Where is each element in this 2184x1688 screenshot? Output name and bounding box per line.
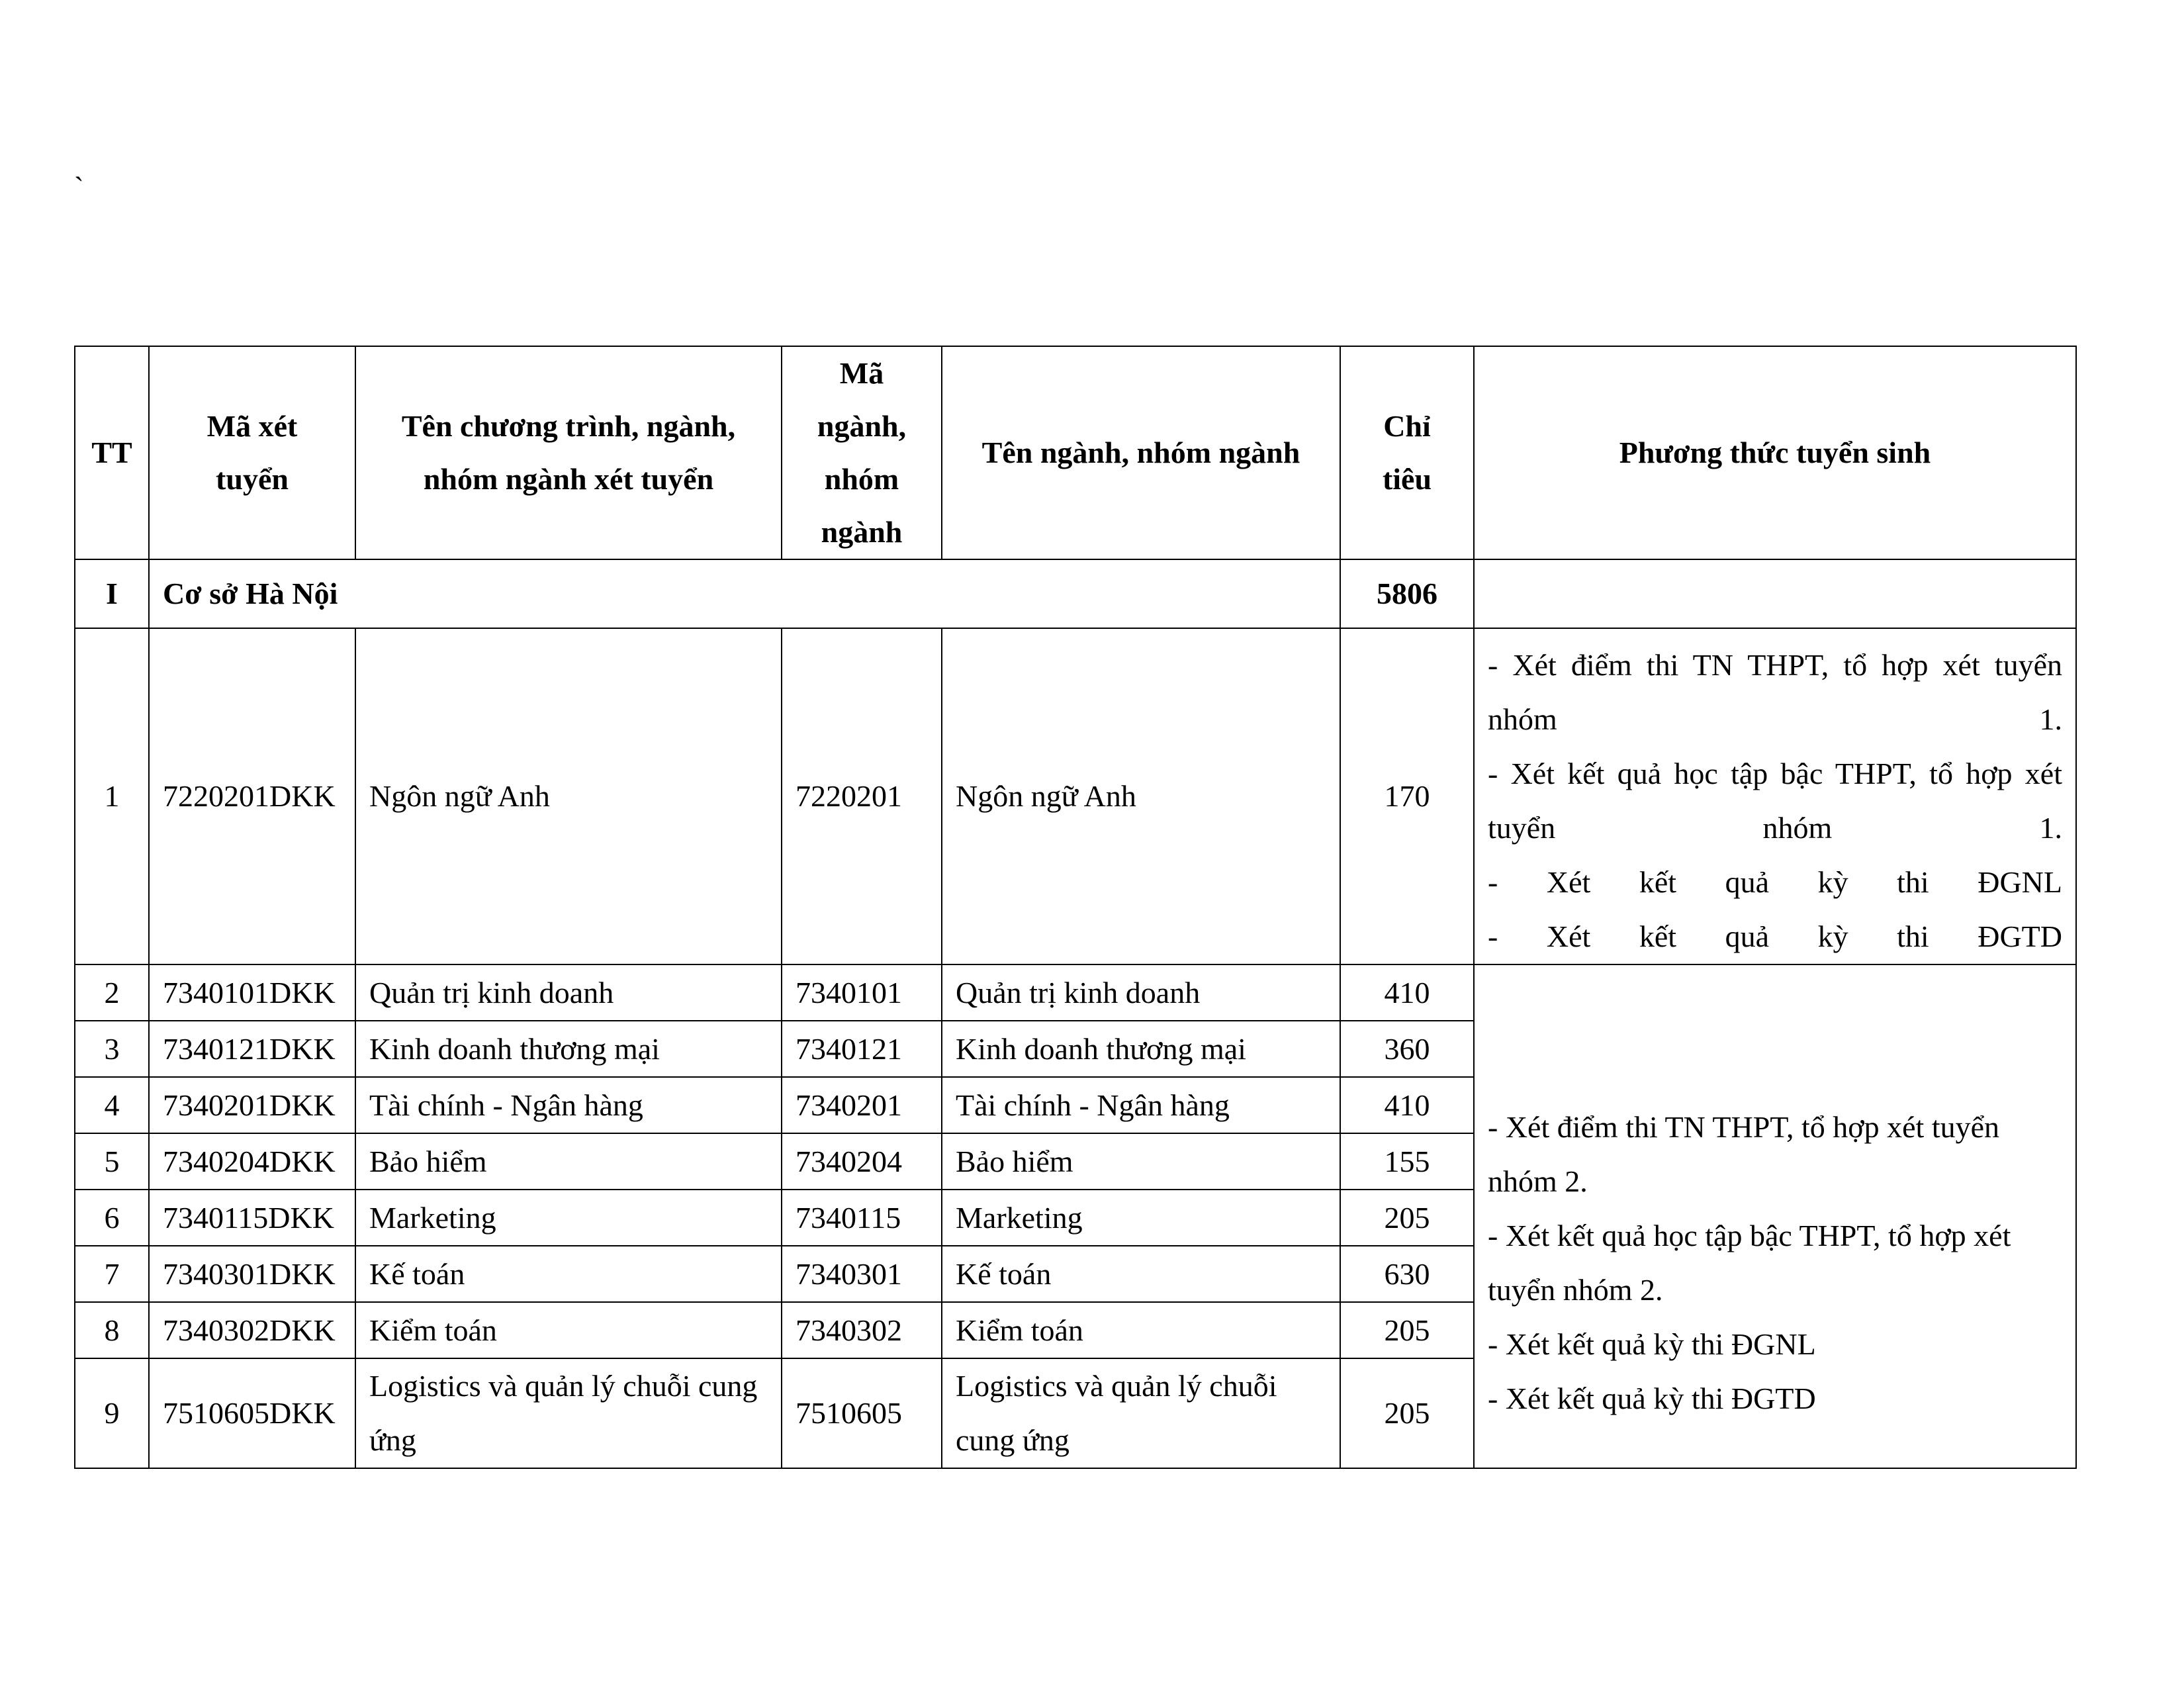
- cell-ten-nganh: Tài chính - Ngân hàng: [942, 1077, 1340, 1133]
- cell-ma-xet-tuyen: 7340302DKK: [149, 1302, 355, 1358]
- cell-tt: 1: [75, 628, 149, 964]
- header-ma-nganh: Mã ngành, nhóm ngành: [782, 346, 942, 559]
- cell-ma-nganh: 7220201: [782, 628, 942, 964]
- header-ma-xet-tuyen: Mã xét tuyển: [149, 346, 355, 559]
- cell-tt: 7: [75, 1246, 149, 1302]
- table-header-row: [75, 346, 2076, 559]
- header-tt: TT: [75, 346, 149, 559]
- cell-chi-tieu: 360: [1340, 1021, 1474, 1077]
- method-item: - Xét kết quả kỳ thi ĐGTD: [1488, 919, 2062, 953]
- cell-tt: 6: [75, 1190, 149, 1246]
- method-item: - Xét kết quả kỳ thi ĐGNL: [1488, 1327, 1816, 1361]
- cell-ten-chuong-trinh: Marketing: [355, 1190, 782, 1246]
- cell-ten-nganh: Kiểm toán: [942, 1302, 1340, 1358]
- cell-ma-xet-tuyen: 7340201DKK: [149, 1077, 355, 1133]
- table-row: [75, 628, 2076, 964]
- section-row: [75, 559, 2076, 628]
- method-item: - Xét kết quả học tập bậc THPT, tổ hợp xét tuyển nhóm 2.: [1488, 1218, 2011, 1307]
- cell-tt: 2: [75, 964, 149, 1021]
- cell-chi-tieu: 410: [1340, 1077, 1474, 1133]
- cell-ma-nganh: 7340301: [782, 1246, 942, 1302]
- cell-ma-nganh: 7340204: [782, 1133, 942, 1190]
- cell-chi-tieu: 170: [1340, 628, 1474, 964]
- admission-methods-group-2: [1474, 964, 2076, 1468]
- cell-ten-chuong-trinh: Quản trị kinh doanh: [355, 964, 782, 1021]
- method-item: - Xét điểm thi TN THPT, tổ hợp xét tuyển nhóm 2.: [1488, 1109, 2000, 1198]
- cell-ma-nganh: 7340302: [782, 1302, 942, 1358]
- header-ten-nganh: Tên ngành, nhóm ngành: [942, 346, 1340, 559]
- admission-methods-group-1: [1474, 628, 2076, 964]
- method-item: - Xét kết quả kỳ thi ĐGTD: [1488, 1381, 1816, 1415]
- method-item: - Xét kết quả kỳ thi ĐGNL: [1488, 865, 2062, 899]
- cell-tt: 8: [75, 1302, 149, 1358]
- section-methods-empty: [1474, 559, 2076, 628]
- cell-ten-nganh: Logistics và quản lý chuỗi cung ứng: [942, 1358, 1340, 1468]
- cell-ten-nganh: Ngôn ngữ Anh: [942, 628, 1340, 964]
- cell-ma-xet-tuyen: 7340115DKK: [149, 1190, 355, 1246]
- cell-chi-tieu: 205: [1340, 1190, 1474, 1246]
- cell-chi-tieu: 205: [1340, 1358, 1474, 1468]
- cell-chi-tieu: 630: [1340, 1246, 1474, 1302]
- cell-ten-chuong-trinh: Kinh doanh thương mại: [355, 1021, 782, 1077]
- cell-chi-tieu: 410: [1340, 964, 1474, 1021]
- admissions-quota-table: [74, 346, 2077, 1469]
- section-chi-tieu: 5806: [1340, 559, 1474, 628]
- cell-ma-nganh: 7340115: [782, 1190, 942, 1246]
- cell-ten-chuong-trinh: Tài chính - Ngân hàng: [355, 1077, 782, 1133]
- section-tt: I: [75, 559, 149, 628]
- section-name: Cơ sở Hà Nội: [149, 559, 1340, 628]
- cell-ten-chuong-trinh: Ngôn ngữ Anh: [355, 628, 782, 964]
- cell-ma-nganh: 7340101: [782, 964, 942, 1021]
- header-ten-chuong-trinh: Tên chương trình, ngành, nhóm ngành xét tuyển: [355, 346, 782, 559]
- method-item: - Xét kết quả học tập bậc THPT, tổ hợp xét tuyển nhóm 1.: [1488, 757, 2062, 845]
- cell-ten-chuong-trinh: Kế toán: [355, 1246, 782, 1302]
- cell-ma-xet-tuyen: 7340121DKK: [149, 1021, 355, 1077]
- cell-ten-nganh: Kế toán: [942, 1246, 1340, 1302]
- cell-ma-xet-tuyen: 7220201DKK: [149, 628, 355, 964]
- table-row: [75, 964, 2076, 1021]
- cell-ma-xet-tuyen: 7340204DKK: [149, 1133, 355, 1190]
- header-phuong-thuc: Phương thức tuyển sinh: [1474, 346, 2076, 559]
- cell-tt: 4: [75, 1077, 149, 1133]
- stray-backtick-mark: `: [74, 171, 84, 204]
- cell-ma-nganh: 7510605: [782, 1358, 942, 1468]
- cell-ten-chuong-trinh: Bảo hiểm: [355, 1133, 782, 1190]
- cell-ma-nganh: 7340201: [782, 1077, 942, 1133]
- header-chi-tieu: Chỉ tiêu: [1340, 346, 1474, 559]
- cell-ten-chuong-trinh: Kiểm toán: [355, 1302, 782, 1358]
- cell-ten-nganh: Bảo hiểm: [942, 1133, 1340, 1190]
- cell-ten-nganh: Marketing: [942, 1190, 1340, 1246]
- cell-ma-xet-tuyen: 7340101DKK: [149, 964, 355, 1021]
- cell-chi-tieu: 205: [1340, 1302, 1474, 1358]
- cell-chi-tieu: 155: [1340, 1133, 1474, 1190]
- cell-tt: 9: [75, 1358, 149, 1468]
- cell-ten-nganh: Kinh doanh thương mại: [942, 1021, 1340, 1077]
- cell-ma-nganh: 7340121: [782, 1021, 942, 1077]
- cell-tt: 3: [75, 1021, 149, 1077]
- method-item: - Xét điểm thi TN THPT, tổ hợp xét tuyển nhóm 1.: [1488, 648, 2062, 736]
- cell-ten-chuong-trinh: Logistics và quản lý chuỗi cung ứng: [355, 1358, 782, 1468]
- cell-ma-xet-tuyen: 7510605DKK: [149, 1358, 355, 1468]
- cell-ten-nganh: Quản trị kinh doanh: [942, 964, 1340, 1021]
- cell-tt: 5: [75, 1133, 149, 1190]
- cell-ma-xet-tuyen: 7340301DKK: [149, 1246, 355, 1302]
